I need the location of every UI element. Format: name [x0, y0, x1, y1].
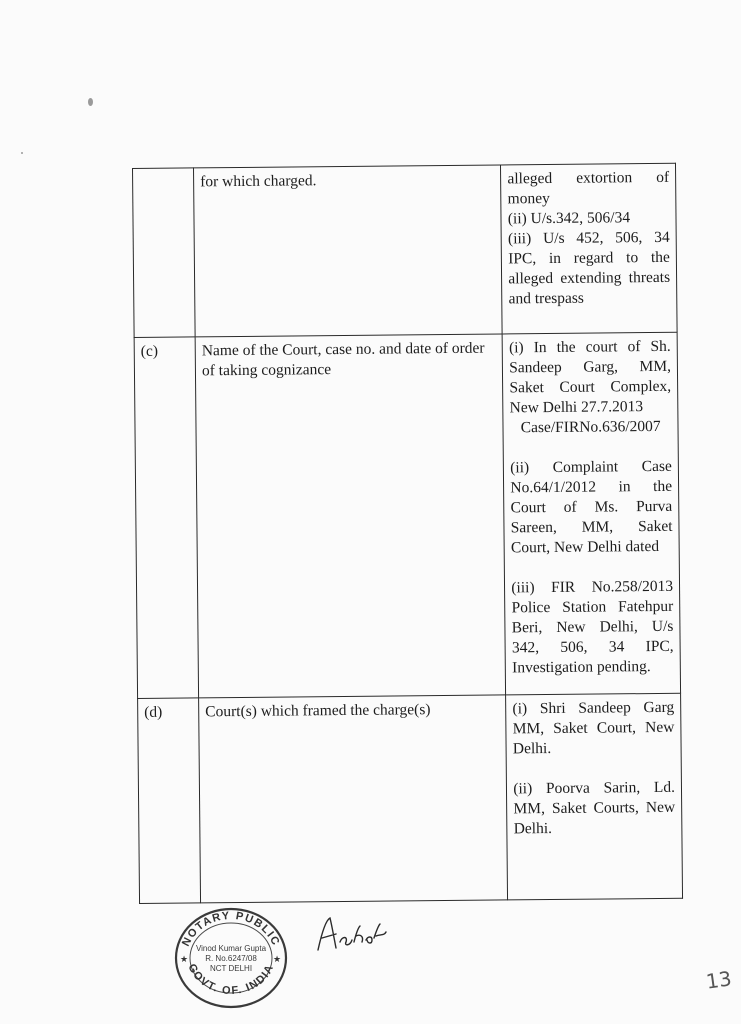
detail-line: (iii) U/s 452, 506, 34 IPC, in regard to the alleged extending threats and trespass: [507, 228, 671, 308]
row-details-cell: [502, 332, 680, 695]
stamp-reg-no: R. No.6247/08: [205, 954, 257, 963]
detail-line: Case/FIRNo.636/2007: [520, 417, 661, 437]
star-icon: ★: [180, 954, 189, 964]
row-details-cell: [506, 693, 683, 900]
scan-speck: [88, 98, 93, 106]
detail-line: (i) In the court of Sh. Sandeep Garg, MM, Saket Court Complex, New Delhi 27.7.2013: [508, 337, 672, 417]
notary-stamp: [172, 906, 290, 1010]
stamp-place: NCT DELHI: [209, 964, 253, 973]
svg-text:NOTARY PUBLIC: [180, 910, 282, 949]
charges-table: [132, 163, 683, 904]
row-index-cell: (d): [138, 698, 201, 904]
stamp-name: Vinod Kumar Gupta: [195, 944, 267, 953]
row-label: Name of the Court, case no. and date of order of taking cognizance: [201, 339, 485, 380]
signature-graphic: [312, 912, 390, 958]
detail-line: (ii) U/s.342, 506/34: [507, 209, 631, 228]
detail-line: (ii) Poorva Sarin, Ld. MM, Saket Courts, New Delhi.: [513, 778, 676, 838]
spacer: [511, 557, 673, 579]
star-icon: ★: [273, 954, 282, 964]
table-row: [138, 693, 683, 903]
table-row: [133, 163, 678, 337]
row-label: Court(s) which framed the charge(s): [205, 701, 431, 721]
spacer: [513, 758, 675, 780]
row-label-cell: [199, 695, 508, 903]
row-index-cell: [133, 168, 196, 338]
row-details-cell: [501, 163, 677, 334]
page-number: 13: [704, 966, 733, 994]
stamp-bottom-text: GOVT. OF. INDIA: [185, 962, 277, 998]
table-row: [134, 332, 680, 698]
row-label-cell: [194, 165, 503, 337]
stamp-top-text: NOTARY PUBLIC: [179, 909, 283, 949]
spacer: [510, 437, 672, 459]
detail-line: alleged extortion of money: [507, 168, 670, 208]
detail-line: (i) Shri Sandeep Garg MM, Saket Court, New Delhi.: [512, 698, 675, 758]
scan-speck: [21, 152, 23, 154]
row-label-cell: [195, 334, 506, 698]
detail-line: (ii) Complaint Case No.64/1/2012 in the Court of Ms. Purva Sareen, MM, Saket Court, New Delhi dated: [510, 457, 673, 557]
row-label: for which charged.: [200, 172, 317, 191]
detail-line: (iii) FIR No.258/2013 Police Station Fatehpur Beri, New Delhi, U/s 342, 506, 34 IPC, Investigation pending.: [511, 577, 674, 677]
row-index-cell: (c): [134, 337, 198, 699]
